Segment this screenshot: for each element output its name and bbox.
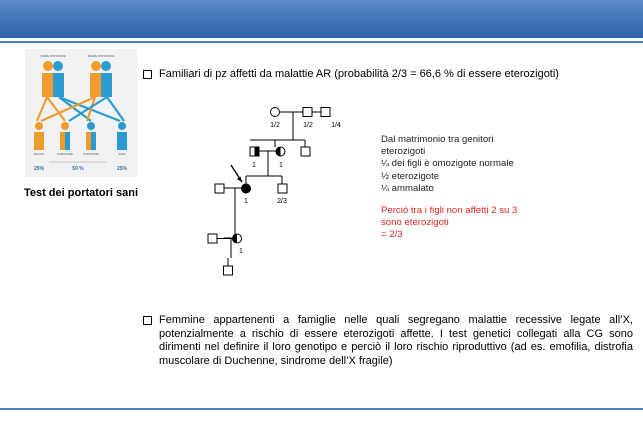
- gen1-label-left: 1/2: [270, 122, 280, 129]
- header-bar: [0, 0, 643, 38]
- pct-affected: 25%: [33, 166, 45, 172]
- gen4-label-a: 1: [239, 248, 243, 255]
- pedigree-explanation: [381, 134, 621, 242]
- conclusion-line-1: Perciò tra i figli non affetti 2 su 3: [381, 205, 518, 217]
- mother-label: MADRE PORTATRICE: [87, 55, 115, 58]
- pct-healthy: 25%: [116, 166, 128, 172]
- note-line-1: Dal matrimonio tra genitori: [381, 134, 494, 145]
- bullet-relatives-ar: [143, 68, 638, 82]
- gen3-label-b: 2/3: [277, 198, 287, 205]
- gen4-child: [224, 266, 233, 275]
- gen2-label-a: 1: [252, 162, 256, 169]
- gen1-label-mid: 1/2: [303, 122, 313, 129]
- gen2-label-b: 1: [279, 162, 283, 169]
- child-carrier-1: [60, 122, 70, 150]
- gen3-husband: [215, 184, 224, 193]
- gen2-male-sibling: [301, 147, 310, 156]
- note-line-3: ¼ dei figli è omozigote normale: [381, 158, 514, 170]
- carrier-inheritance-figure: [25, 49, 137, 177]
- footer-divider: [0, 408, 643, 410]
- note-line-2: eterozigoti: [381, 146, 426, 158]
- gen1-label-right: 1/4: [331, 122, 341, 129]
- child-affected-label: MALATO: [33, 153, 45, 156]
- pedigree-chart: [195, 100, 375, 280]
- child-carrier-2: [86, 122, 96, 150]
- bullet-x-linked-females: [143, 314, 633, 368]
- conclusion-line-2: sono eterozigoti: [381, 217, 449, 229]
- gen1-male-a: [303, 108, 312, 117]
- father-label: PADRE PORTATORE: [40, 55, 66, 58]
- child-affected: [34, 122, 44, 150]
- gen3-brother: [278, 184, 287, 193]
- header-divider: [0, 41, 643, 43]
- conclusion-line-3: = 2/3: [381, 229, 403, 241]
- gen3-affected-female: [242, 184, 251, 193]
- checkbox-bullet-icon: [143, 70, 152, 79]
- note-line-4: ½ eterozigote: [381, 170, 440, 182]
- gen3-label-a: 1: [244, 198, 248, 205]
- pct-carriers: 50 %: [72, 166, 84, 172]
- note-line-5: ¼ ammalato: [381, 182, 434, 194]
- bullet-text: Familiari di pz affetti da malattie AR (probabilità 2/3 = 66,6 % di essere eterozigoti): [159, 68, 559, 80]
- figure-caption: Test dei portatori sani: [23, 187, 139, 199]
- checkbox-bullet-icon: [143, 316, 152, 325]
- bullet-text: Femmine appartenenti a famiglie nelle quali segregano malattie recessive legate all’X, potenzialmente a rischio di essere eterozigoti affette. I test genetici collegati alla CG sono dirimenti nel definire il loro genotipo e perciò il loro rischio riproduttivo (ad es. emofilia, distrofia muscolare di Duchenne, sindrome dell’X fragile): [159, 314, 633, 367]
- child-healthy-label: SANO: [118, 153, 126, 156]
- child-carrier-label-2: PORTATORE: [83, 153, 99, 156]
- gen1-female: [271, 108, 280, 117]
- gen1-male-b: [321, 108, 330, 117]
- child-healthy: [117, 122, 127, 150]
- child-carrier-label-1: PORTATORE: [57, 153, 73, 156]
- gen4-husband: [208, 234, 217, 243]
